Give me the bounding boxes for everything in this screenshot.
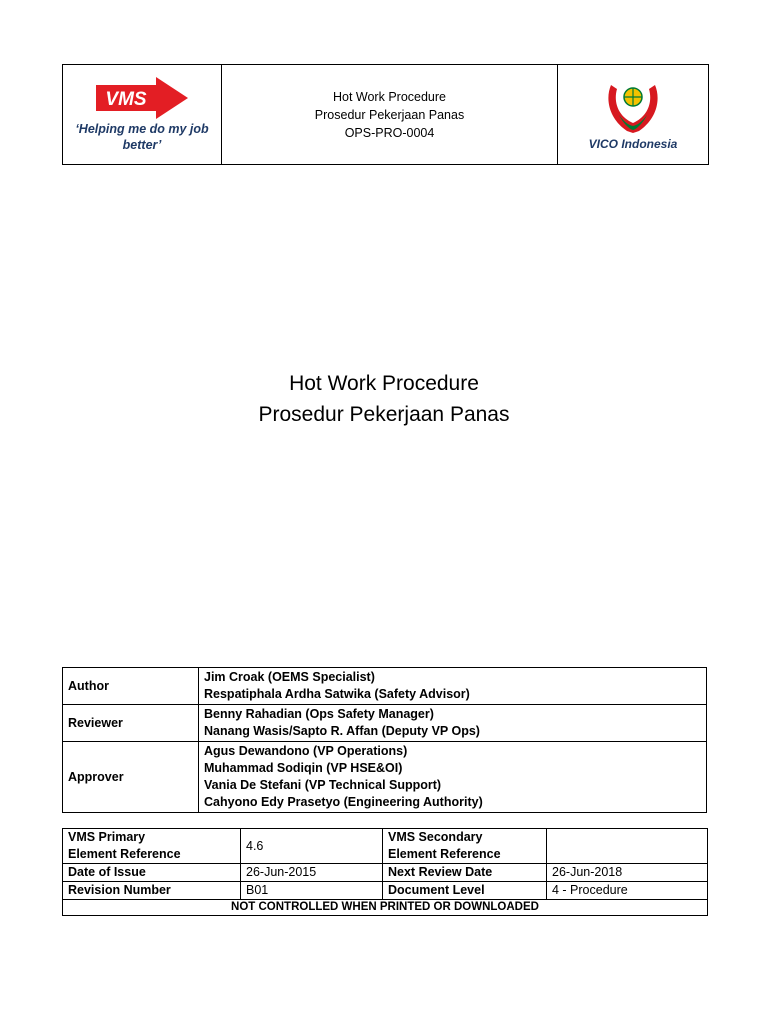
vico-company-name: VICO Indonesia [588,136,678,151]
element-reference-row [63,829,708,864]
vms-primary-value: 4.6 [241,829,383,864]
approver-name: Vania De Stefani (VP Technical Support) [204,778,442,792]
vico-logo-cell [558,65,709,165]
control-notice: NOT CONTROLLED WHEN PRINTED OR DOWNLOADED [63,900,708,916]
header-title-id: Prosedur Pekerjaan Panas [314,107,465,122]
document-header [62,64,709,165]
revision-number-label: Revision Number [63,882,241,900]
footer-notice-row [63,900,708,916]
vico-globe-logo-icon [603,79,663,135]
author-name: Jim Croak (OEMS Specialist) [204,670,375,684]
header-title-en: Hot Work Procedure [332,89,446,104]
main-title-id: Prosedur Pekerjaan Panas [258,403,510,426]
vms-primary-label-line2: Element Reference [68,847,181,861]
approver-label: Approver [63,742,199,813]
header-title-cell [222,65,558,165]
document-metadata-table [62,828,708,916]
vms-secondary-label-line2: Element Reference [388,847,501,861]
vms-arrow-logo-icon [94,77,190,119]
dates-row [63,864,708,882]
vms-tagline: ‘Helping me do my job better’ [75,121,209,152]
vms-secondary-label [383,829,547,864]
main-title-en: Hot Work Procedure [289,372,479,395]
reviewer-name: Nanang Wasis/Sapto R. Affan (Deputy VP Ops) [204,724,480,738]
date-of-issue-value: 26-Jun-2015 [241,864,383,882]
approver-names [199,742,707,813]
revision-row [63,882,708,900]
vms-logo-cell [63,65,222,165]
approver-name: Agus Dewandono (VP Operations) [204,744,408,758]
document-level-value: 4 - Procedure [547,882,708,900]
author-names [199,668,707,705]
author-label: Author [63,668,199,705]
main-title [0,368,768,430]
reviewer-label: Reviewer [63,705,199,742]
document-level-label: Document Level [383,882,547,900]
approver-row [63,742,707,813]
author-row [63,668,707,705]
reviewer-row [63,705,707,742]
vms-secondary-label-line1: VMS Secondary [388,830,483,844]
vms-primary-label [63,829,241,864]
next-review-label: Next Review Date [383,864,547,882]
date-of-issue-label: Date of Issue [63,864,241,882]
author-name: Respatiphala Ardha Satwika (Safety Advisor) [204,687,470,701]
vms-primary-label-line1: VMS Primary [68,830,146,844]
header-doc-code: OPS-PRO-0004 [344,125,435,140]
responsibility-table [62,667,707,813]
approver-name: Cahyono Edy Prasetyo (Engineering Authority) [204,795,483,809]
next-review-value: 26-Jun-2018 [547,864,708,882]
approver-name: Muhammad Sodiqin (VP HSE&OI) [204,761,403,775]
vms-logo-text: VMS [105,88,147,110]
revision-number-value: B01 [241,882,383,900]
reviewer-name: Benny Rahadian (Ops Safety Manager) [204,707,434,721]
reviewer-names [199,705,707,742]
vms-secondary-value [547,829,708,864]
